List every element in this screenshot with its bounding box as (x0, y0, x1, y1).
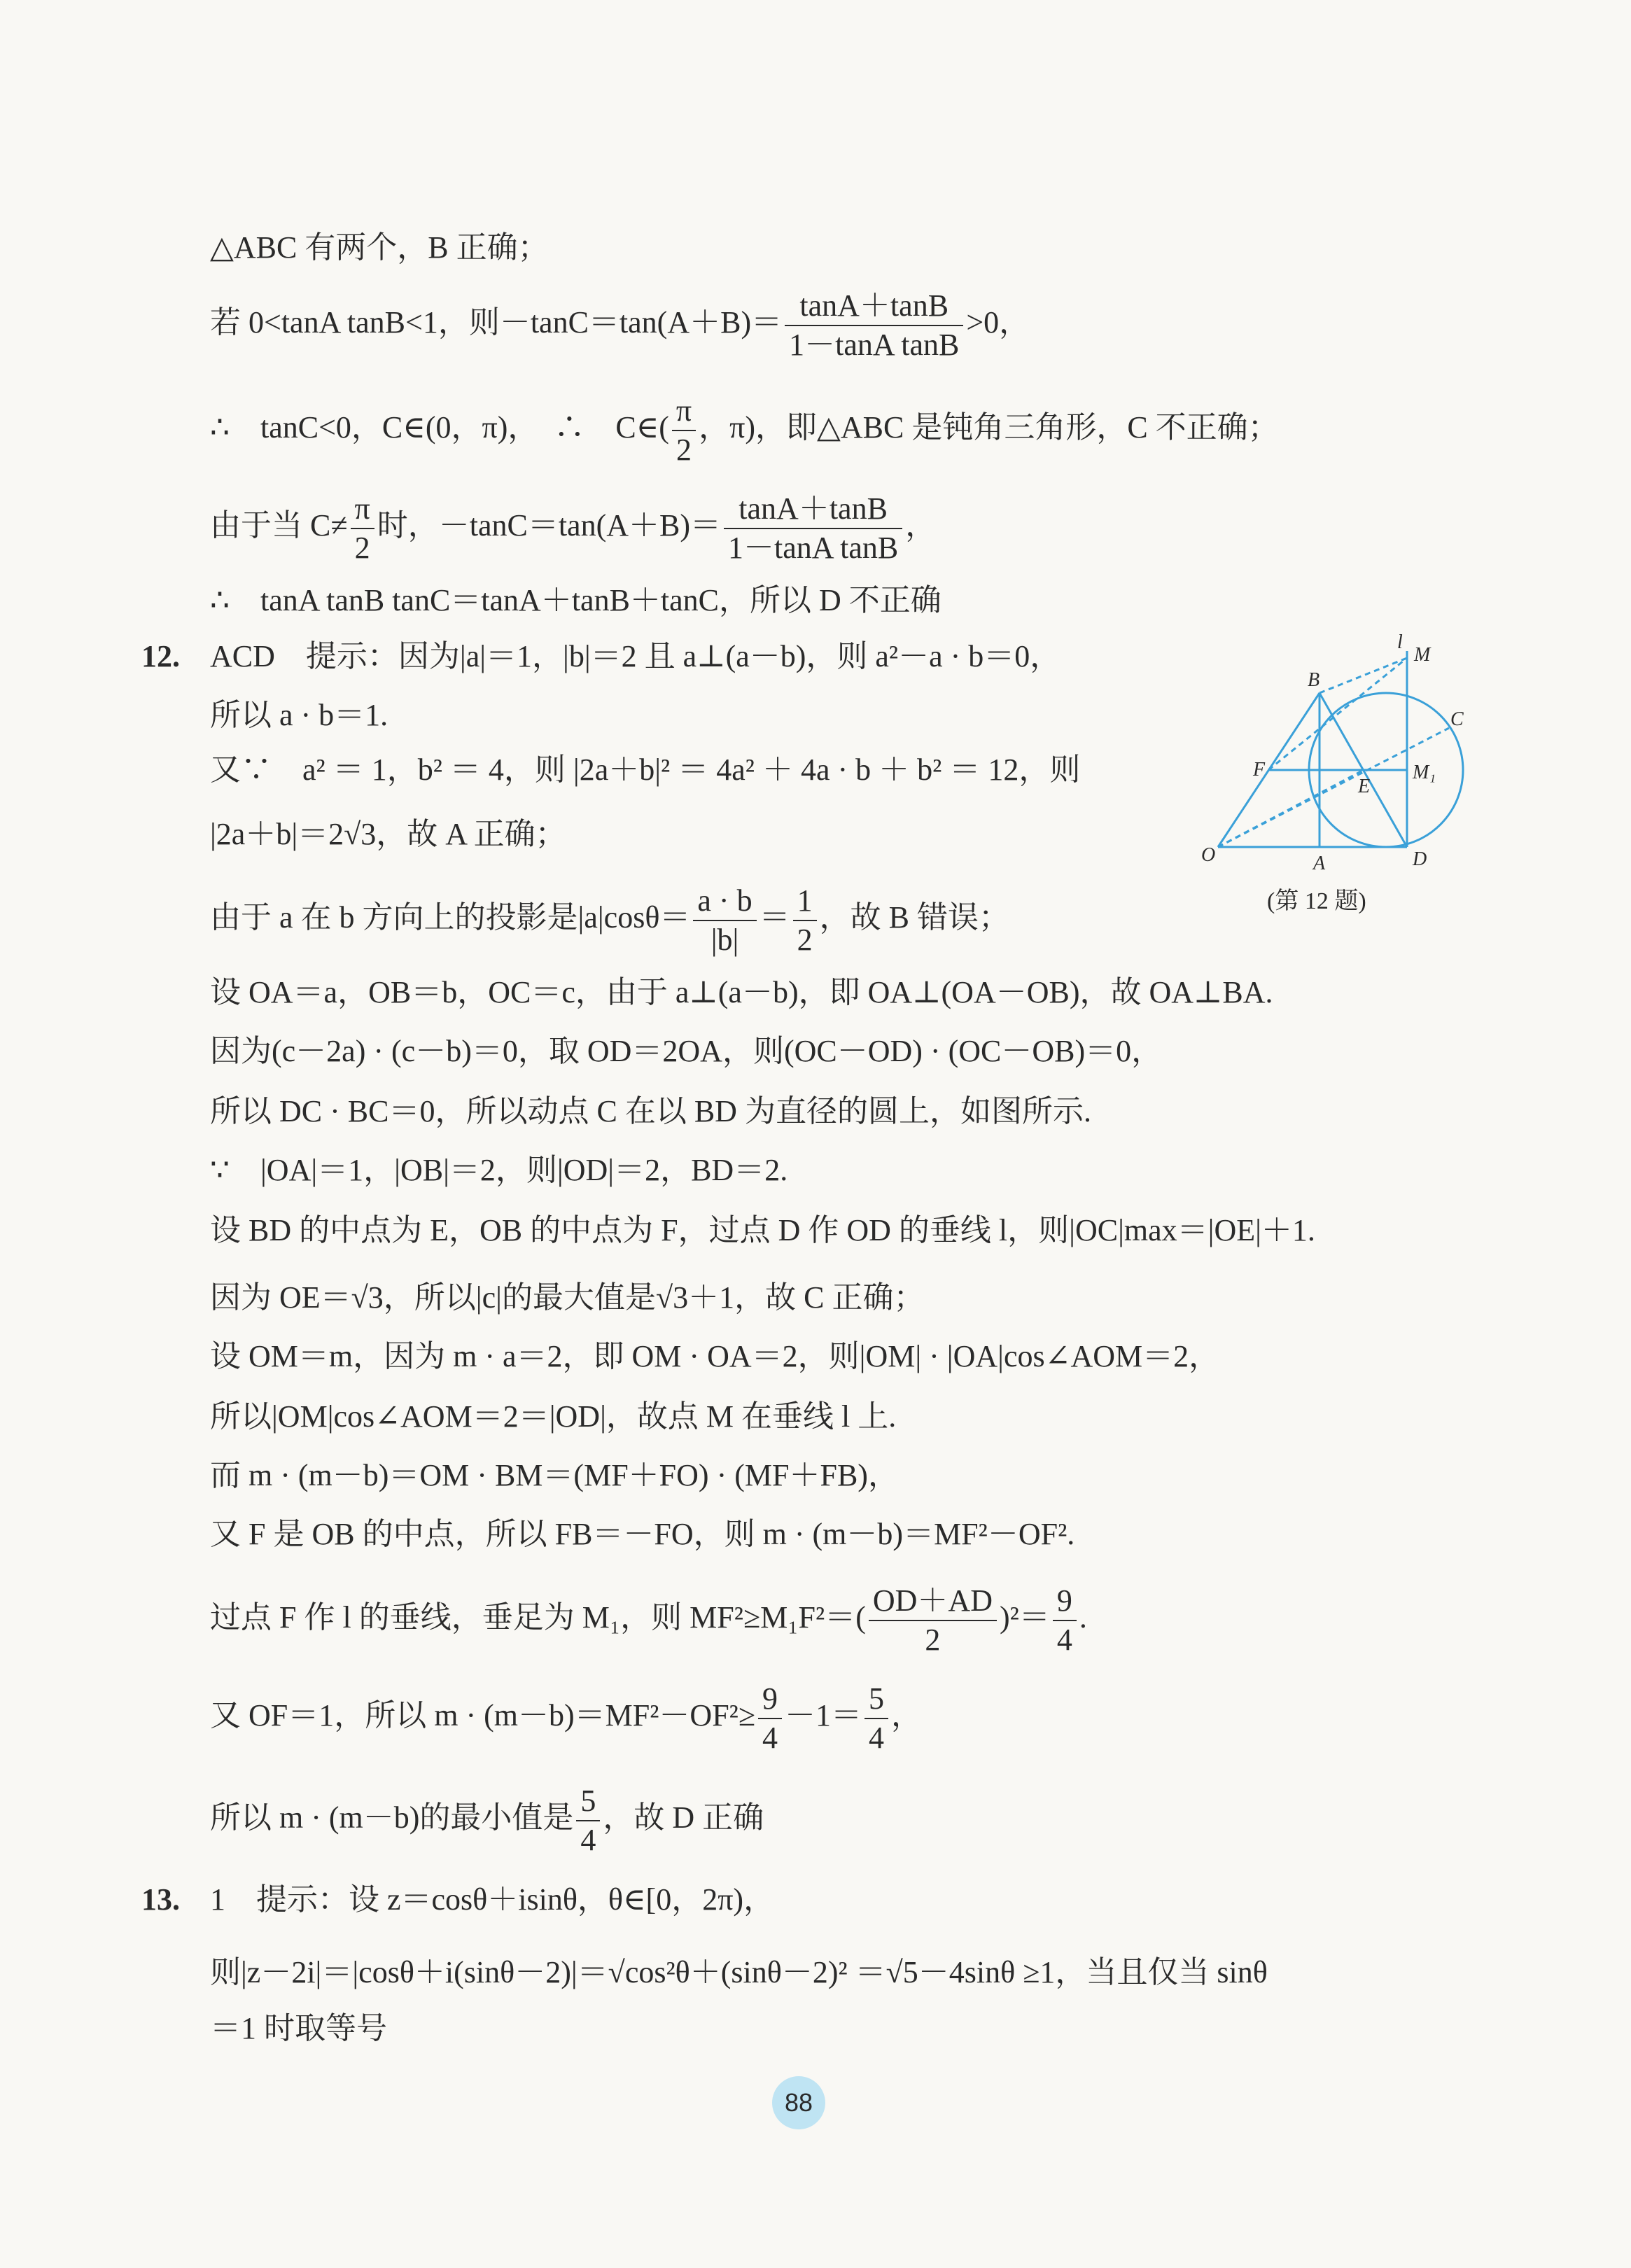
label-o: O (1201, 844, 1216, 866)
text-line: 由于 a 在 b 方向上的投影是|a|cosθ＝ $\frac{a \cdot b}{|b|}$ ＝ $\frac{1}{2}$ ，故 B 错误； (210, 882, 1009, 959)
segment-bm (1320, 658, 1407, 693)
text-line: △ABC 有两个，B 正确； (210, 230, 549, 265)
text-line: ∵ |OA|＝1，|OB|＝2，则|OD|＝2，BD＝2. (210, 1153, 788, 1187)
geometry-figure (1190, 630, 1470, 882)
text-line: 因为 OE＝√3，所以|c|的最大值是√3＋1，故 C 正确； (210, 1280, 925, 1315)
text-line: 而 m · (m－b)＝OM · BM＝(MF＋FO) · (MF＋FB)， (210, 1458, 899, 1492)
text-line: 因为(c－2a) · (c－b)＝0，取 OD＝2OA，则(OC－OD) · (OC－OB)＝0， (210, 1034, 1163, 1068)
fraction: $\frac{a \cdot b}{|b|}$ (693, 882, 756, 959)
segment-fm (1268, 658, 1407, 770)
fraction: $\frac{\pi}{2}$ (672, 392, 696, 469)
text-line: 由于当 C≠ $\frac{\pi}{2}$ 时，－tanC＝tan(A＋B)＝ $\frac{\tan A+\tan B}{\text{1－tanA tanB}}$ ， (210, 490, 936, 567)
text-line: 1 提示：设 z＝cosθ＋isinθ，θ∈[0，2π)， (210, 1882, 775, 1917)
fraction: $\frac{\tan A+\tan B}{\text{1－tanA tanB}}$ (785, 287, 963, 364)
text-line: 设 OA＝a，OB＝b，OC＝c，由于 a⊥(a－b)，即 OA⊥(OA－OB)，故 OA⊥BA. (210, 975, 1273, 1009)
label-c: C (1450, 708, 1464, 730)
fraction: $\frac{9}{4}$ (758, 1680, 782, 1757)
fraction: $\frac{OD+AD}{2}$ (869, 1582, 997, 1659)
segment-oc (1218, 728, 1449, 847)
fraction: $\frac{\pi}{2}$ (351, 490, 374, 567)
label-b: B (1308, 669, 1320, 691)
question-number: 13. (141, 1882, 180, 1917)
text-line: 又∵ a² ＝ 1，b² ＝ 4，则 |2a＋b|² ＝ 4a² ＋ 4a · b ＋ b² ＝ 12，则 (210, 752, 1081, 787)
label-m: M (1414, 644, 1431, 666)
text-line: 又 OF＝1，所以 m · (m－b)＝MF²－OF²≥ $\frac{9}{4}$ －1＝ $\frac{5}{4}$ ， (210, 1680, 922, 1757)
label-d: D (1413, 848, 1427, 870)
text-line: 则|z－2i|＝|cosθ＋i(sinθ－2)|＝√cos²θ＋(sinθ－2)² ＝√5－4sinθ ≥1，当且仅当 sinθ (210, 1955, 1268, 1989)
label-f: F (1253, 759, 1266, 780)
label-a: A (1313, 853, 1326, 874)
text-line: 设 BD 的中点为 E，OB 的中点为 F，过点 D 作 OD 的垂线 l，则|OC|max＝|OE|＋1. (210, 1213, 1315, 1247)
text-line: ∴ tanA tanB tanC＝tanA＋tanB＋tanC，所以 D 不正确 (210, 583, 941, 617)
text-line: 又 F 是 OB 的中点，所以 FB＝－FO，则 m · (m－b)＝MF²－OF². (210, 1517, 1075, 1551)
fraction: $\frac{5}{4}$ (576, 1782, 600, 1859)
text-line: 所以 a · b＝1. (210, 698, 388, 732)
text-line: 所以|OM|cos∠AOM＝2＝|OD|，故点 M 在垂线 l 上. (210, 1399, 897, 1434)
question-number: 12. (141, 639, 180, 673)
label-m1: M₁ (1413, 762, 1436, 783)
fraction: $\frac{\tan A+\tan B}{\text{1－tanA tanB}}$ (724, 490, 902, 567)
text-line: ACD 提示：因为|a|＝1，|b|＝2 且 a⊥(a－b)，则 a²－a · b＝0， (210, 639, 1061, 673)
text-line: 过点 F 作 l 的垂线，垂足为 M₁，则 MF²≥M₁F²＝( $\frac{OD+AD}{2}$ )²＝ $\frac{9}{4}$ . (210, 1582, 1087, 1659)
fraction: $\frac{5}{4}$ (864, 1680, 888, 1757)
fraction: $\frac{9}{4}$ (1053, 1582, 1077, 1659)
page-number: 88 (784, 2088, 813, 2117)
text-line: 所以 m · (m－b)的最小值是 $\frac{5}{4}$ ，故 D 正确 (210, 1782, 764, 1859)
figure-caption: (第 12 题) (1267, 888, 1366, 914)
text-line: ∴ tanC<0，C∈(0，π)， ∴ C∈( $\frac{\pi}{2}$ ，π)，即△ABC 是钝角三角形，C 不正确； (210, 392, 1279, 469)
text-line: ＝1 时取等号 (210, 2011, 387, 2045)
text-line: 所以 DC · BC＝0，所以动点 C 在以 BD 为直径的圆上，如图所示. (210, 1094, 1091, 1128)
fraction: $\frac{1}{2}$ (793, 882, 817, 959)
label-e: E (1358, 776, 1371, 797)
text-line: 若 0<tanA tanB<1，则－tanC＝tan(A＋B)＝ $\frac{\tan A+\tan B}{\text{1－tanA tanB}}$ >0， (210, 287, 1030, 364)
label-l: l (1397, 631, 1403, 653)
text-line: 设 OM＝m，因为 m · a＝2，即 OM · OA＝2，则|OM| · |OA|cos∠AOM＝2， (210, 1339, 1220, 1373)
text-line: |2a＋b|＝2√3，故 A 正确； (210, 817, 566, 851)
